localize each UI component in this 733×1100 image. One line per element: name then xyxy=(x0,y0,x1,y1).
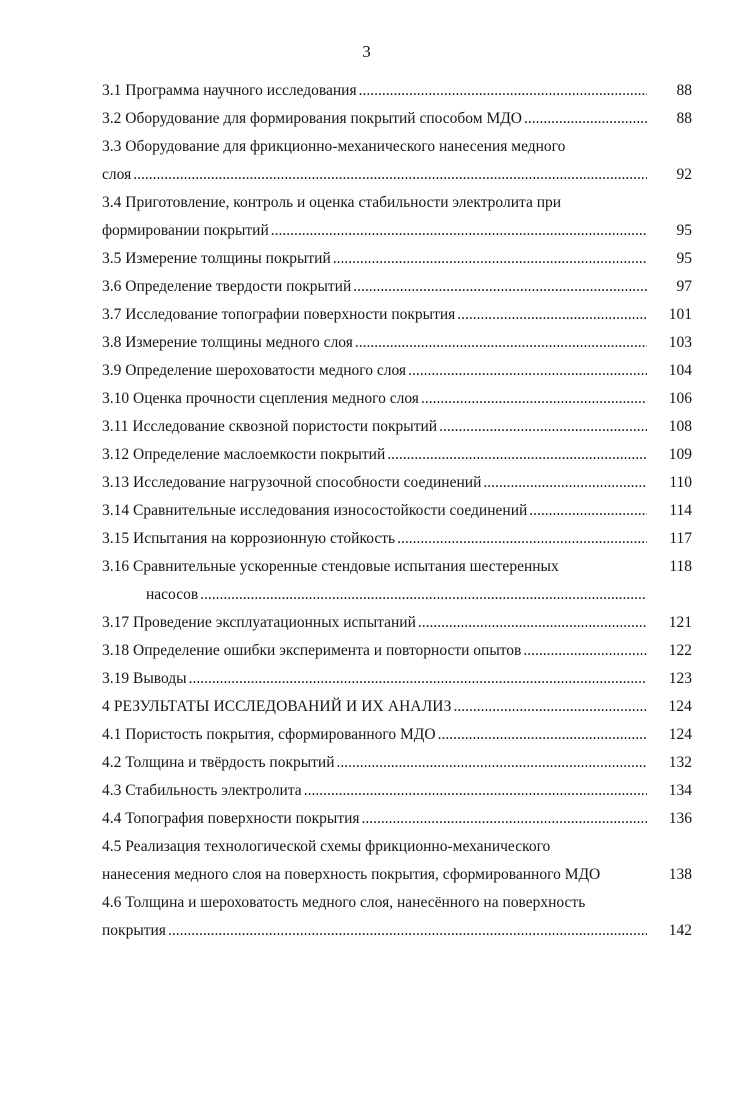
toc-entry[interactable] xyxy=(102,885,692,941)
toc-entry-title: 3.5 Измерение толщины покрытий xyxy=(102,250,331,267)
toc-entry-page: 101 xyxy=(668,306,692,323)
toc-entry[interactable] xyxy=(102,493,692,521)
toc-entry-title: 3.8 Измерение толщины медного слоя xyxy=(102,334,353,351)
toc-entry-title: 4.6 Толщина и шероховатость медного слоя, нанесённого на поверхность xyxy=(102,894,586,911)
toc-entry[interactable] xyxy=(102,633,692,661)
toc-entry-title: 3.2 Оборудование для формирования покрытий способом МДО xyxy=(102,110,522,127)
toc-entry-title: 4.3 Стабильность электролита xyxy=(102,782,302,799)
toc-entry-title: 3.10 Оценка прочности сцепления медного слоя xyxy=(102,390,419,407)
dot-leader xyxy=(362,809,647,829)
dot-leader xyxy=(529,501,647,521)
toc-entry[interactable] xyxy=(102,129,692,185)
toc-entry-page: 109 xyxy=(668,446,692,463)
toc-entry-title: 3.9 Определение шероховатости медного слоя xyxy=(102,362,407,379)
toc-entry-title-continuation: слоя xyxy=(102,166,132,183)
toc-entry-page: 118 xyxy=(669,558,692,575)
toc-entry-page: 122 xyxy=(668,642,692,659)
toc-entry[interactable] xyxy=(102,353,692,381)
dot-leader xyxy=(439,417,647,437)
toc-entry-page: 108 xyxy=(668,418,692,435)
dot-leader xyxy=(337,753,647,773)
toc-entry[interactable] xyxy=(102,605,692,633)
toc-entry-page: 121 xyxy=(668,614,692,631)
toc-entry[interactable] xyxy=(102,521,692,549)
dot-leader xyxy=(387,445,647,465)
toc-entry-title: 3.13 Исследование нагрузочной способности соединений xyxy=(102,474,482,491)
page-number: 3 xyxy=(362,42,371,61)
toc-entry-title-continuation: насосов xyxy=(146,586,199,603)
toc-entry[interactable] xyxy=(102,409,692,437)
dot-leader xyxy=(418,613,647,633)
toc-entry-title: 4.1 Пористость покрытия, сформированного МДО xyxy=(102,726,436,743)
toc-entry-title: 3.12 Определение маслоемкости покрытий xyxy=(102,446,386,463)
toc-entry-page: 114 xyxy=(669,502,692,519)
toc-entry-page: 95 xyxy=(676,250,692,267)
dot-leader xyxy=(353,277,647,297)
toc-entry-page: 95 xyxy=(676,222,692,239)
dot-leader xyxy=(483,473,647,493)
dot-leader xyxy=(168,921,647,941)
toc-entry-page: 110 xyxy=(669,474,692,491)
dot-leader xyxy=(359,81,647,101)
toc-entry-title: 3.14 Сравнительные исследования износостойкости соединений xyxy=(102,502,528,519)
toc-entry[interactable] xyxy=(102,297,692,325)
toc-entry-page: 103 xyxy=(668,334,692,351)
dot-leader xyxy=(438,725,647,745)
toc-entry-title-continuation: формировании покрытий xyxy=(102,222,269,239)
toc-entry[interactable] xyxy=(102,381,692,409)
toc-entry-page: 138 xyxy=(668,866,692,883)
toc-entry[interactable] xyxy=(102,437,692,465)
toc-entry-title-continuation: покрытия xyxy=(102,922,166,939)
toc-entry-title: 3.1 Программа научного исследования xyxy=(102,82,357,99)
toc-entry-page: 92 xyxy=(676,166,692,183)
toc-entry-page: 132 xyxy=(668,754,692,771)
dot-leader xyxy=(457,305,647,325)
toc-entry-title: 3.17 Проведение эксплуатационных испытаний xyxy=(102,614,416,631)
toc-entry-page: 104 xyxy=(668,362,692,379)
toc-entry[interactable] xyxy=(102,269,692,297)
toc-entry-page: 142 xyxy=(668,922,692,939)
toc-entry[interactable] xyxy=(102,101,692,129)
toc-entry-page: 134 xyxy=(668,782,692,799)
toc-entry[interactable] xyxy=(102,73,692,101)
toc-entry-page: 124 xyxy=(668,698,692,715)
toc-entry-page: 88 xyxy=(676,82,692,99)
toc-entry-title: 4.4 Топография поверхности покрытия xyxy=(102,810,360,827)
toc-entry[interactable] xyxy=(102,717,692,745)
dot-leader xyxy=(397,529,647,549)
toc-entry-page: 97 xyxy=(676,278,692,295)
dot-leader xyxy=(421,389,647,409)
toc-entry-title: 3.4 Приготовление, контроль и оценка стабильности электролита при xyxy=(102,194,562,211)
dot-leader xyxy=(523,641,647,661)
dot-leader xyxy=(271,221,647,241)
dot-leader xyxy=(189,669,647,689)
dot-leader xyxy=(200,585,647,605)
toc-entry-title: 3.15 Испытания на коррозионную стойкость xyxy=(102,530,396,547)
toc-entry[interactable] xyxy=(102,829,692,885)
toc-entry-title: 3.11 Исследование сквозной пористости покрытий xyxy=(102,418,438,435)
toc-entry-title: 3.7 Исследование топографии поверхности покрытия xyxy=(102,306,456,323)
toc-entry[interactable] xyxy=(102,801,692,829)
toc-entry-page: 136 xyxy=(668,810,692,827)
dot-leader xyxy=(133,165,647,185)
dot-leader xyxy=(355,333,647,353)
toc-entry-page: 123 xyxy=(668,670,692,687)
toc-chapter-title: 4 РЕЗУЛЬТАТЫ ИССЛЕДОВАНИЙ И ИХ АНАЛИЗ xyxy=(102,698,452,715)
dot-leader xyxy=(524,109,647,129)
toc-entry[interactable] xyxy=(102,773,692,801)
toc-entry-page: 124 xyxy=(668,726,692,743)
toc-entry[interactable] xyxy=(102,185,692,241)
toc-entry-title: 3.16 Сравнительные ускоренные стендовые испытания шестеренных xyxy=(102,558,559,575)
toc-entry[interactable] xyxy=(102,465,692,493)
toc-entry-title: 4.2 Толщина и твёрдость покрытий xyxy=(102,754,335,771)
toc-chapter-entry[interactable] xyxy=(102,689,692,717)
toc-entry-title: 3.3 Оборудование для фрикционно-механического нанесения медного xyxy=(102,138,566,155)
table-of-contents xyxy=(102,73,692,941)
toc-entry[interactable] xyxy=(102,325,692,353)
toc-entry-title: 3.18 Определение ошибки эксперимента и повторности опытов xyxy=(102,642,522,659)
toc-entry-page: 106 xyxy=(668,390,692,407)
toc-entry[interactable] xyxy=(102,241,692,269)
toc-entry[interactable] xyxy=(102,549,692,605)
toc-entry[interactable] xyxy=(102,745,692,773)
toc-entry[interactable] xyxy=(102,661,692,689)
toc-entry-page: 88 xyxy=(676,110,692,127)
dot-leader xyxy=(453,697,647,717)
toc-entry-title: 3.19 Выводы xyxy=(102,670,187,687)
toc-entry-page: 117 xyxy=(669,530,692,547)
toc-entry-title: 3.6 Определение твердости покрытий xyxy=(102,278,352,295)
toc-entry-title: 4.5 Реализация технологической схемы фрикционно-механического xyxy=(102,838,551,855)
dot-leader xyxy=(408,361,647,381)
toc-entry-title-continuation: нанесения медного слоя на поверхность покрытия, сформированного МДО xyxy=(102,866,601,883)
dot-leader xyxy=(333,249,647,269)
dot-leader xyxy=(304,781,647,801)
